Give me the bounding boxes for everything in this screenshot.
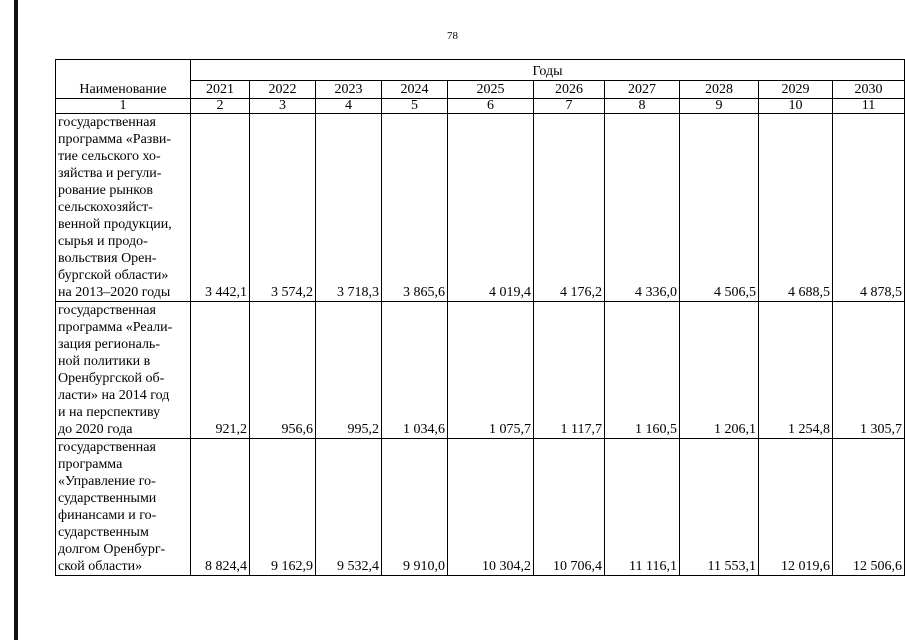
- year-header-2025: 2025: [448, 81, 534, 99]
- program-name-line: сударственным: [58, 525, 149, 540]
- year-header-2028: 2028: [680, 81, 759, 99]
- program-name-line: государственная: [58, 440, 156, 455]
- program-name-line: ской области»: [58, 559, 143, 574]
- program-name-line: программа «Реали-: [58, 320, 173, 335]
- program-name-line: и на перспективу: [58, 405, 161, 420]
- value-cell-2030: 4 878,5: [833, 114, 905, 302]
- program-name-line: Оренбургской об-: [58, 371, 165, 386]
- year-header-2023: 2023: [316, 81, 382, 99]
- column-number-row: [56, 99, 905, 114]
- value-cell-2028: 4 506,5: [680, 114, 759, 302]
- value-cell-2027: 11 116,1: [605, 439, 680, 576]
- column-number: 4: [316, 99, 382, 114]
- year-header-2027: 2027: [605, 81, 680, 99]
- table-row: [56, 302, 905, 439]
- value-cell-2028: 11 553,1: [680, 439, 759, 576]
- value-cell-2025: 4 019,4: [448, 114, 534, 302]
- program-name-line: зация региональ-: [58, 337, 160, 352]
- program-name-cell: [56, 114, 191, 302]
- value-cell-2030: 1 305,7: [833, 302, 905, 439]
- column-header-name: Наименование: [56, 60, 191, 99]
- value-cell-2026: 1 117,7: [534, 302, 605, 439]
- budget-table: [55, 59, 905, 576]
- year-header-2021: 2021: [191, 81, 250, 99]
- value-cell-2029: 1 254,8: [759, 302, 833, 439]
- column-number: 10: [759, 99, 833, 114]
- program-name-cell: [56, 302, 191, 439]
- column-number: 3: [250, 99, 316, 114]
- column-number: 9: [680, 99, 759, 114]
- program-name-line: ной политики в: [58, 354, 151, 369]
- column-number: 2: [191, 99, 250, 114]
- program-name-line: государственная: [58, 303, 156, 318]
- program-name-line: до 2020 года: [58, 422, 133, 437]
- left-edge-bar: [14, 0, 18, 640]
- program-name-line: ласти» на 2014 год: [58, 388, 170, 403]
- value-cell-2021: 3 442,1: [191, 114, 250, 302]
- program-name-line: долгом Оренбург-: [58, 542, 166, 557]
- program-name-line: вольствия Орен-: [58, 251, 157, 266]
- year-header-2022: 2022: [250, 81, 316, 99]
- column-number: 8: [605, 99, 680, 114]
- table-row: [56, 439, 905, 576]
- program-name-line: сударственными: [58, 491, 157, 506]
- program-name-line: финансами и го-: [58, 508, 157, 523]
- value-cell-2023: 995,2: [316, 302, 382, 439]
- value-cell-2027: 4 336,0: [605, 114, 680, 302]
- value-cell-2030: 12 506,6: [833, 439, 905, 576]
- program-name-line: зяйства и регули-: [58, 166, 162, 181]
- program-name-line: сельскохозяйст-: [58, 200, 153, 215]
- value-cell-2023: 3 718,3: [316, 114, 382, 302]
- value-cell-2025: 1 075,7: [448, 302, 534, 439]
- value-cell-2022: 9 162,9: [250, 439, 316, 576]
- value-cell-2022: 3 574,2: [250, 114, 316, 302]
- year-header-2026: 2026: [534, 81, 605, 99]
- program-name-line: «Управление го-: [58, 474, 156, 489]
- program-name-line: программа: [58, 457, 123, 472]
- program-name-line: сырья и продо-: [58, 234, 148, 249]
- value-cell-2022: 956,6: [250, 302, 316, 439]
- value-cell-2025: 10 304,2: [448, 439, 534, 576]
- column-header-years: Годы: [191, 60, 905, 81]
- value-cell-2026: 4 176,2: [534, 114, 605, 302]
- column-number: 1: [56, 99, 191, 114]
- value-cell-2029: 12 019,6: [759, 439, 833, 576]
- program-name-line: на 2013–2020 годы: [58, 285, 171, 300]
- year-header-2030: 2030: [833, 81, 905, 99]
- column-number: 5: [382, 99, 448, 114]
- table-row: [56, 114, 905, 302]
- program-name-line: рование рынков: [58, 183, 153, 198]
- value-cell-2024: 1 034,6: [382, 302, 448, 439]
- value-cell-2024: 3 865,6: [382, 114, 448, 302]
- program-name-line: государственная: [58, 115, 156, 130]
- column-number: 7: [534, 99, 605, 114]
- page-number: 78: [447, 30, 458, 42]
- program-name-line: программа «Разви-: [58, 132, 172, 147]
- value-cell-2021: 921,2: [191, 302, 250, 439]
- program-name-cell: [56, 439, 191, 576]
- value-cell-2024: 9 910,0: [382, 439, 448, 576]
- value-cell-2027: 1 160,5: [605, 302, 680, 439]
- value-cell-2021: 8 824,4: [191, 439, 250, 576]
- program-name-line: тие сельского хо-: [58, 149, 161, 164]
- program-name-line: венной продукции,: [58, 217, 172, 232]
- value-cell-2026: 10 706,4: [534, 439, 605, 576]
- column-number: 11: [833, 99, 905, 114]
- year-header-2024: 2024: [382, 81, 448, 99]
- value-cell-2028: 1 206,1: [680, 302, 759, 439]
- value-cell-2029: 4 688,5: [759, 114, 833, 302]
- column-number: 6: [448, 99, 534, 114]
- value-cell-2023: 9 532,4: [316, 439, 382, 576]
- program-name-line: бургской области»: [58, 268, 169, 283]
- year-header-2029: 2029: [759, 81, 833, 99]
